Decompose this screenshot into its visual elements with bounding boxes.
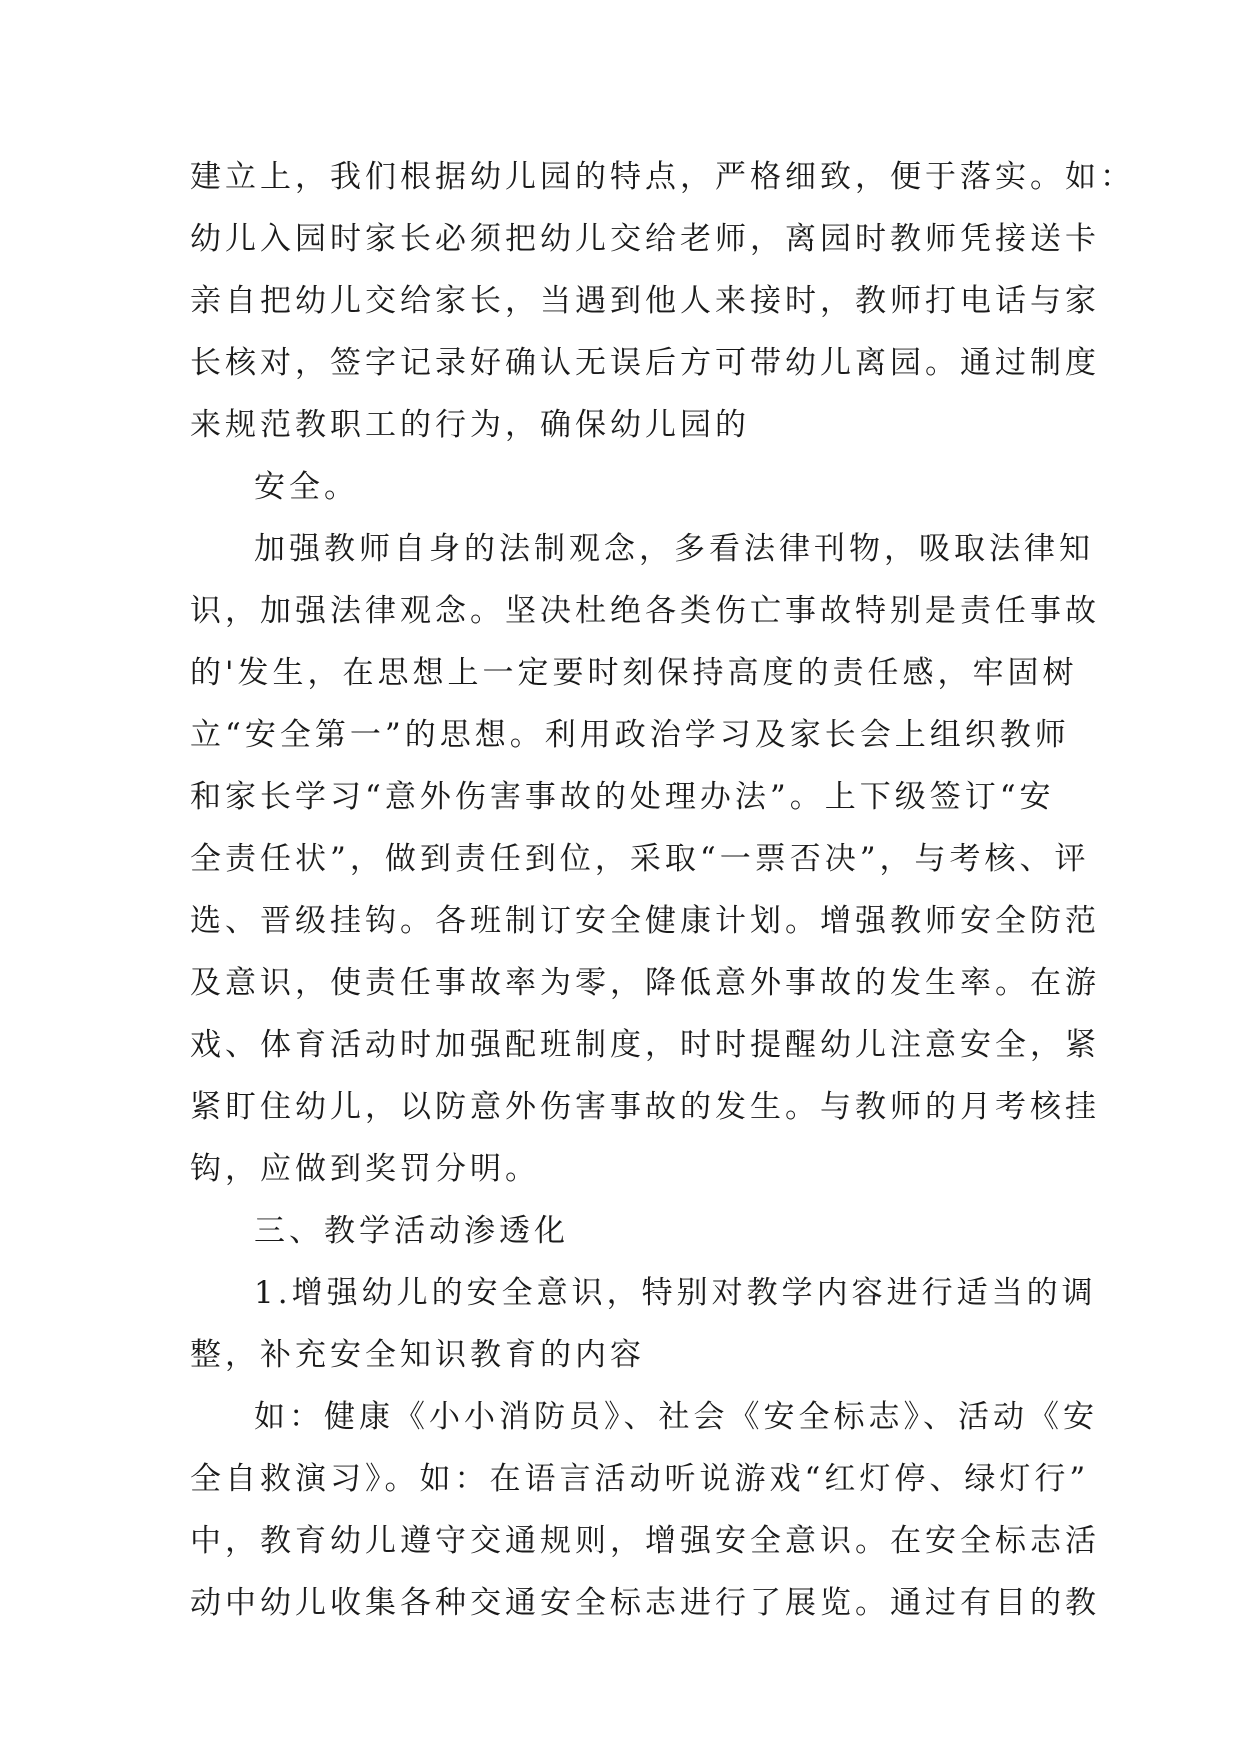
text-line: 全责任状”，做到责任到位，采取“一票否决”，与考核、评 xyxy=(190,841,1090,877)
text-line: 亲自把幼儿交给家长，当遇到他人来接时，教师打电话与家 xyxy=(190,283,1100,319)
paragraph-start: 加强教师自身的法制观念，多看法律刊物，吸取法律知 xyxy=(254,531,1094,567)
text-line: 戏、体育活动时加强配班制度，时时提醒幼儿注意安全，紧 xyxy=(190,1027,1100,1063)
text-line: 长核对，签字记录好确认无误后方可带幼儿离园。通过制度 xyxy=(190,345,1100,381)
text-line: 及意识，使责任事故率为零，降低意外事故的发生率。在游 xyxy=(190,965,1100,1001)
text-line: 的'发生，在思想上一定要时刻保持高度的责任感，牢固树 xyxy=(190,655,1078,691)
text-line: 整，补充安全知识教育的内容 xyxy=(190,1337,645,1373)
text-line: 钩，应做到奖罚分明。 xyxy=(190,1151,540,1187)
text-line: 中，教育幼儿遵守交通规则，增强安全意识。在安全标志活 xyxy=(190,1523,1100,1559)
text-line: 动中幼儿收集各种交通安全标志进行了展览。通过有目的教 xyxy=(190,1585,1100,1621)
section-heading: 三、教学活动渗透化 xyxy=(254,1213,569,1249)
text-line: 全自救演习》。如：在语言活动听说游戏“红灯停、绿灯行” xyxy=(190,1461,1090,1497)
text-line: 来规范教职工的行为，确保幼儿园的 xyxy=(190,407,750,443)
text-line: 幼儿入园时家长必须把幼儿交给老师，离园时教师凭接送卡 xyxy=(190,221,1100,257)
paragraph-start: 如：健康《小小消防员》、社会《安全标志》、活动《安 xyxy=(254,1399,1098,1435)
text-line: 识，加强法律观念。坚决杜绝各类伤亡事故特别是责任事故 xyxy=(190,593,1100,629)
subsection-heading: 1.增强幼儿的安全意识，特别对教学内容进行适当的调 xyxy=(254,1275,1097,1311)
text-line: 安全。 xyxy=(254,469,359,505)
text-line: 建立上，我们根据幼儿园的特点，严格细致，便于落实。如： xyxy=(190,159,1135,195)
document-body xyxy=(190,146,1135,1634)
text-line: 和家长学习“意外伤害事故的处理办法”。上下级签订“安 xyxy=(190,779,1055,815)
text-line: 紧盯住幼儿，以防意外伤害事故的发生。与教师的月考核挂 xyxy=(190,1089,1100,1125)
text-line: 选、晋级挂钩。各班制订安全健康计划。增强教师安全防范 xyxy=(190,903,1100,939)
text-line: 立“安全第一”的思想。利用政治学习及家长会上组织教师 xyxy=(190,717,1070,753)
